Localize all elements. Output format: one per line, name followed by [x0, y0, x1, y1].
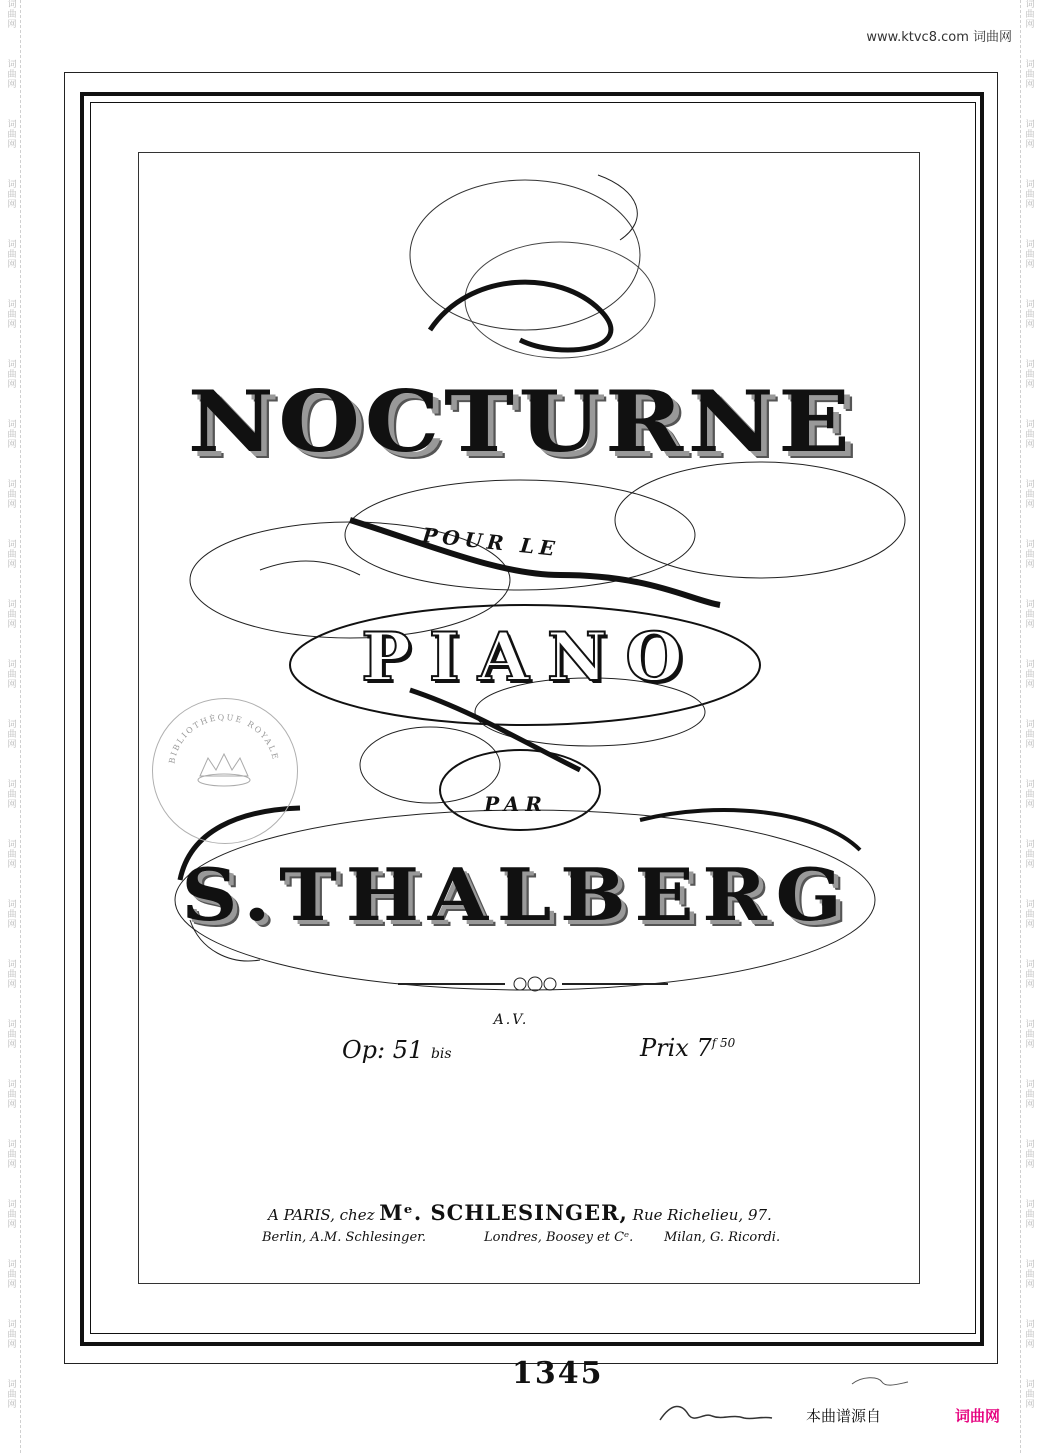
- watermark-mark: 词 曲 网: [1025, 1080, 1035, 1110]
- opus-suffix: bis: [430, 1046, 452, 1062]
- title-nocturne: NOCTURNE: [187, 372, 855, 471]
- watermark-mark: 词 曲 网: [1025, 540, 1035, 570]
- publisher-name: Mᵉ. SCHLESINGER,: [379, 1200, 628, 1225]
- watermark-mark: 词 曲 网: [1025, 1140, 1035, 1170]
- watermark-mark: 词 曲 网: [1025, 720, 1035, 750]
- watermark-mark: 词 曲 网: [7, 1320, 17, 1350]
- watermark-mark: 词 曲 网: [7, 0, 17, 30]
- watermark-mark: 词 曲 网: [7, 1380, 17, 1410]
- watermark-mark: 词 曲 网: [7, 120, 17, 150]
- watermark-mark: 词 曲 网: [1025, 240, 1035, 270]
- footer-site-logo[interactable]: 词曲网: [955, 1407, 1001, 1425]
- watermark-mark: 词 曲 网: [7, 480, 17, 510]
- watermark-mark: 词 曲 网: [1025, 1020, 1035, 1050]
- watermark-mark: 词 曲 网: [1025, 960, 1035, 990]
- watermark-mark: 词 曲 网: [7, 1020, 17, 1050]
- londres-publisher: Londres, Boosey et Cᵉ.: [484, 1230, 634, 1245]
- instrument-piano: PIANO: [361, 618, 701, 696]
- watermark-mark: 词 曲 网: [7, 840, 17, 870]
- watermark-mark: 词 曲 网: [1025, 420, 1035, 450]
- watermark-mark: 词 曲 网: [1025, 180, 1035, 210]
- milan-publisher: Milan, G. Ricordi.: [664, 1230, 781, 1245]
- watermark-mark: 词 曲 网: [1025, 120, 1035, 150]
- svg-text:BIBLIOTHÈQUE ROYALE: BIBLIOTHÈQUE ROYALE: [167, 712, 281, 765]
- watermark-mark: 词 曲 网: [1025, 660, 1035, 690]
- watermark-mark: 词 曲 网: [1025, 1320, 1035, 1350]
- pour-le-text: POUR LE: [421, 522, 561, 562]
- footer-source-text: 本曲谱源自: [806, 1407, 882, 1425]
- watermark-mark: 词 曲 网: [7, 540, 17, 570]
- watermark-mark: 词 曲 网: [7, 420, 17, 450]
- watermark-mark: 词 曲 网: [1025, 600, 1035, 630]
- watermark-mark: 词 曲 网: [7, 600, 17, 630]
- watermark-mark: 词 曲 网: [1025, 780, 1035, 810]
- watermark-mark: 词 曲 网: [1025, 0, 1035, 30]
- par-text: PAR: [484, 792, 548, 816]
- watermark-mark: 词 曲 网: [7, 720, 17, 750]
- watermark-mark: 词 曲 网: [7, 900, 17, 930]
- publisher-paris-line: [268, 1200, 772, 1225]
- watermark-mark: 词 曲 网: [7, 960, 17, 990]
- plate-number: 1345: [512, 1356, 604, 1391]
- watermark-mark: 词 曲 网: [1025, 360, 1035, 390]
- price: [640, 1034, 735, 1062]
- site-url[interactable]: www.ktvc8.com 词曲网: [866, 30, 1012, 45]
- opus-number: [342, 1036, 452, 1064]
- watermark-mark: 词 曲 网: [7, 360, 17, 390]
- publisher-address: Rue Richelieu, 97.: [632, 1206, 772, 1224]
- av-mark: A.V.: [493, 1012, 529, 1028]
- price-label: Prix: [640, 1034, 689, 1062]
- watermark-mark: 词 曲 网: [7, 300, 17, 330]
- watermark-mark: 词 曲 网: [7, 1080, 17, 1110]
- watermark-mark: 词 曲 网: [7, 1200, 17, 1230]
- watermark-mark: 词 曲 网: [1025, 900, 1035, 930]
- watermark-mark: 词 曲 网: [1025, 480, 1035, 510]
- watermark-mark: 词 曲 网: [7, 1260, 17, 1290]
- paris-prefix: A PARIS, chez: [268, 1206, 375, 1224]
- watermark-mark: 词 曲 网: [1025, 1200, 1035, 1230]
- price-sup: f 50: [711, 1036, 736, 1050]
- watermark-mark: 词 曲 网: [7, 1140, 17, 1170]
- watermark-mark: 词 曲 网: [7, 660, 17, 690]
- watermark-mark: 词 曲 网: [7, 180, 17, 210]
- watermark-mark: 词 曲 网: [7, 60, 17, 90]
- price-value: 7: [696, 1034, 712, 1062]
- watermark-mark: 词 曲 网: [1025, 1260, 1035, 1290]
- composer-name: S.THALBERG: [181, 852, 851, 937]
- watermark-mark: 词 曲 网: [7, 240, 17, 270]
- watermark-mark: 词 曲 网: [7, 780, 17, 810]
- watermark-mark: 词 曲 网: [1025, 840, 1035, 870]
- watermark-mark: 词 曲 网: [1025, 60, 1035, 90]
- berlin-publisher: Berlin, A.M. Schlesinger.: [262, 1230, 427, 1245]
- watermark-mark: 词 曲 网: [1025, 300, 1035, 330]
- watermark-mark: 词 曲 网: [1025, 1380, 1035, 1410]
- opus-prefix: Op: 51: [342, 1036, 424, 1064]
